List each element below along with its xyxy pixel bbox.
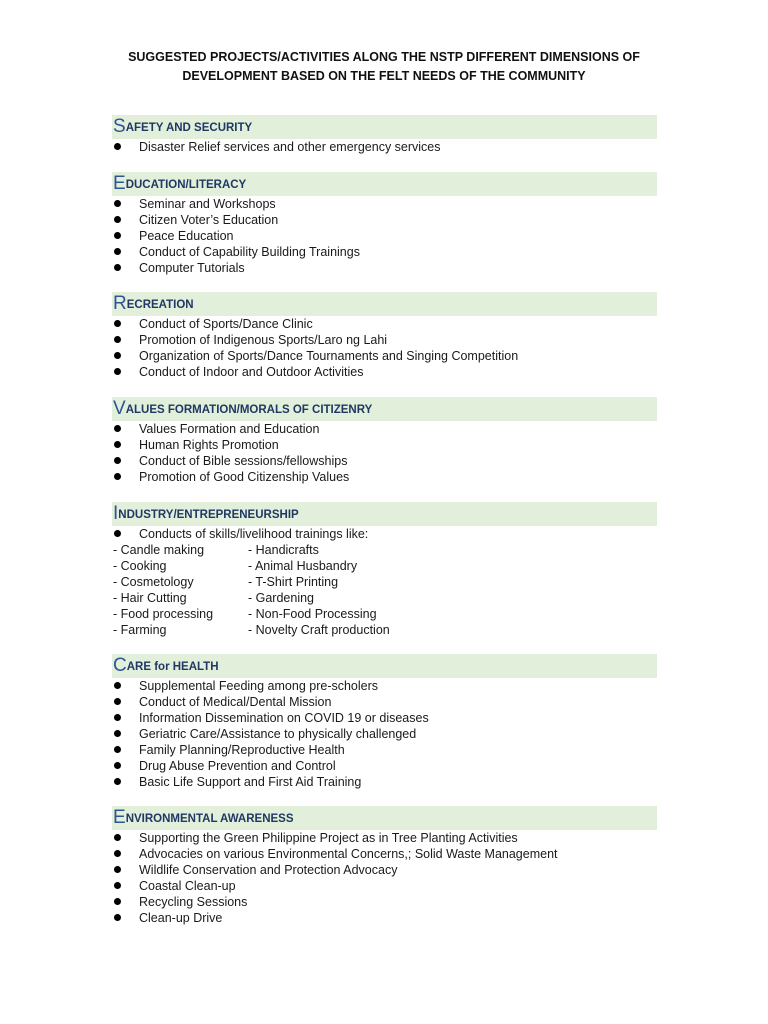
training-item: - Novelty Craft production bbox=[248, 623, 390, 637]
section-heading-text: NVIRONMENTAL AWARENESS bbox=[125, 813, 294, 825]
list-item-text: Promotion of Good Citizenship Values bbox=[139, 470, 350, 484]
list-item bbox=[112, 228, 657, 244]
training-item: - Candle making bbox=[113, 543, 205, 557]
list-item bbox=[112, 726, 657, 742]
training-row bbox=[112, 606, 657, 622]
list-item bbox=[112, 862, 657, 878]
section-4 bbox=[112, 397, 657, 485]
training-item: - Cosmetology bbox=[113, 575, 194, 589]
section-heading bbox=[112, 806, 657, 830]
list-item-text: Organization of Sports/Dance Tournaments and Singing Competition bbox=[139, 349, 519, 363]
list-item-text: Recycling Sessions bbox=[139, 895, 248, 909]
list-item-text: Family Planning/Reproductive Health bbox=[139, 743, 345, 757]
list-item bbox=[112, 758, 657, 774]
section-3 bbox=[112, 292, 657, 380]
list-item bbox=[112, 437, 657, 453]
section-heading-text: AFETY AND SECURITY bbox=[125, 122, 253, 134]
bullet-icon bbox=[114, 232, 121, 239]
section-2 bbox=[112, 172, 657, 276]
bullet-icon bbox=[114, 682, 121, 689]
bullet-icon bbox=[114, 200, 121, 207]
list-item-text: Citizen Voter’s Education bbox=[139, 213, 279, 227]
section-heading-text: NDUSTRY/ENTREPRENEURSHIP bbox=[118, 509, 299, 521]
list-item bbox=[112, 694, 657, 710]
section-heading-initial: C bbox=[113, 655, 127, 676]
title-line-2: DEVELOPMENT BASED ON THE FELT NEEDS OF THE COMMUNITY bbox=[182, 69, 586, 83]
section-heading-initial: R bbox=[113, 293, 127, 314]
training-item: - Cooking bbox=[113, 559, 167, 573]
list-item-text: Values Formation and Education bbox=[139, 422, 320, 436]
list-item-text: Conduct of Medical/Dental Mission bbox=[139, 695, 332, 709]
bullet-icon bbox=[114, 457, 121, 464]
list-item bbox=[112, 244, 657, 260]
list-item bbox=[112, 139, 657, 155]
list-item-text: Supplemental Feeding among pre-scholers bbox=[139, 679, 379, 693]
bullet-icon bbox=[114, 882, 121, 889]
training-row bbox=[112, 574, 657, 590]
section-list bbox=[112, 526, 657, 542]
list-item bbox=[112, 453, 657, 469]
list-item bbox=[112, 260, 657, 276]
list-item bbox=[112, 878, 657, 894]
section-list bbox=[112, 421, 657, 485]
bullet-icon bbox=[114, 914, 121, 921]
list-item-text: Disaster Relief services and other emergency services bbox=[139, 140, 441, 154]
section-heading bbox=[112, 292, 657, 316]
section-6 bbox=[112, 654, 657, 790]
list-item bbox=[112, 710, 657, 726]
list-item-text: Conduct of Capability Building Trainings bbox=[139, 245, 360, 259]
bullet-icon bbox=[114, 834, 121, 841]
bullet-icon bbox=[114, 730, 121, 737]
list-item-text: Computer Tutorials bbox=[139, 261, 245, 275]
section-heading-text: ECREATION bbox=[126, 299, 194, 311]
bullet-icon bbox=[114, 441, 121, 448]
list-item bbox=[112, 678, 657, 694]
bullet-icon bbox=[114, 264, 121, 271]
list-item-text: Wildlife Conservation and Protection Advocacy bbox=[139, 863, 398, 877]
training-row bbox=[112, 622, 657, 638]
section-heading-initial: I bbox=[113, 503, 119, 524]
section-heading-text: DUCATION/LITERACY bbox=[125, 179, 247, 191]
bullet-icon bbox=[114, 368, 121, 375]
bullet-icon bbox=[114, 473, 121, 480]
training-row bbox=[112, 590, 657, 606]
section-list bbox=[112, 316, 657, 380]
bullet-icon bbox=[114, 320, 121, 327]
list-item-text: Human Rights Promotion bbox=[139, 438, 279, 452]
section-list bbox=[112, 196, 657, 276]
list-item bbox=[112, 774, 657, 790]
section-heading-text: ARE for HEALTH bbox=[126, 661, 219, 673]
list-item-text: Basic Life Support and First Aid Training bbox=[139, 775, 362, 789]
list-item-text: Geriatric Care/Assistance to physically challenged bbox=[139, 727, 417, 741]
trainings-list bbox=[112, 542, 657, 638]
section-heading-initial: V bbox=[113, 398, 126, 419]
bullet-icon bbox=[114, 898, 121, 905]
bullet-icon bbox=[114, 850, 121, 857]
list-item-text: Conduct of Bible sessions/fellowships bbox=[139, 454, 348, 468]
list-item bbox=[112, 421, 657, 437]
list-item bbox=[112, 196, 657, 212]
bullet-icon bbox=[114, 216, 121, 223]
bullet-icon bbox=[114, 336, 121, 343]
bullet-icon bbox=[114, 352, 121, 359]
section-heading bbox=[112, 502, 657, 526]
training-row bbox=[112, 542, 657, 558]
list-item-text: Seminar and Workshops bbox=[139, 197, 276, 211]
list-item-text: Advocacies on various Environmental Concerns,; Solid Waste Management bbox=[139, 847, 558, 861]
list-item bbox=[112, 316, 657, 332]
list-item bbox=[112, 212, 657, 228]
bullet-icon bbox=[114, 143, 121, 150]
training-item: - Hair Cutting bbox=[113, 591, 187, 605]
list-item bbox=[112, 910, 657, 926]
training-item: - Farming bbox=[113, 623, 167, 637]
section-heading bbox=[112, 172, 657, 196]
list-item-text: Clean-up Drive bbox=[139, 911, 223, 925]
training-item: - Animal Husbandry bbox=[248, 559, 358, 573]
list-item bbox=[112, 348, 657, 364]
list-item bbox=[112, 894, 657, 910]
section-heading-initial: E bbox=[113, 173, 126, 194]
bullet-icon bbox=[114, 530, 121, 537]
bullet-icon bbox=[114, 248, 121, 255]
training-item: - Non-Food Processing bbox=[248, 607, 377, 621]
list-item bbox=[112, 332, 657, 348]
section-heading-initial: E bbox=[113, 807, 126, 828]
section-7 bbox=[112, 806, 657, 926]
section-list bbox=[112, 830, 657, 926]
training-item: - Gardening bbox=[248, 591, 315, 605]
section-list bbox=[112, 678, 657, 790]
bullet-icon bbox=[114, 778, 121, 785]
section-heading bbox=[112, 115, 657, 139]
list-item bbox=[112, 469, 657, 485]
list-item-text: Peace Education bbox=[139, 229, 234, 243]
training-item: - Food processing bbox=[113, 607, 214, 621]
list-item bbox=[112, 846, 657, 862]
list-item-text: Supporting the Green Philippine Project as in Tree Planting Activities bbox=[139, 831, 518, 845]
section-heading-initial: S bbox=[113, 116, 126, 137]
bullet-icon bbox=[114, 698, 121, 705]
list-item bbox=[112, 830, 657, 846]
section-list bbox=[112, 139, 657, 155]
list-item-text: Conduct of Sports/Dance Clinic bbox=[139, 317, 313, 331]
list-item bbox=[112, 364, 657, 380]
page-title bbox=[80, 48, 688, 86]
list-item-text: Conduct of Indoor and Outdoor Activities bbox=[139, 365, 364, 379]
training-item: - T-Shirt Printing bbox=[248, 575, 339, 589]
title-line-1: SUGGESTED PROJECTS/ACTIVITIES ALONG THE NSTP DIFFERENT DIMENSIONS OF bbox=[128, 50, 640, 64]
bullet-icon bbox=[114, 866, 121, 873]
section-1 bbox=[112, 115, 657, 155]
list-item-text: Promotion of Indigenous Sports/Laro ng Lahi bbox=[139, 333, 388, 347]
list-item-text: Conducts of skills/livelihood trainings like: bbox=[139, 527, 369, 541]
list-item-text: Drug Abuse Prevention and Control bbox=[139, 759, 336, 773]
section-heading bbox=[112, 397, 657, 421]
section-heading-text: ALUES FORMATION/MORALS OF CITIZENRY bbox=[125, 404, 373, 416]
bullet-icon bbox=[114, 762, 121, 769]
training-item: - Handicrafts bbox=[248, 543, 319, 557]
bullet-icon bbox=[114, 425, 121, 432]
section-5 bbox=[112, 502, 657, 638]
list-item-text: Information Dissemination on COVID 19 or diseases bbox=[139, 711, 429, 725]
bullet-icon bbox=[114, 746, 121, 753]
list-item bbox=[112, 742, 657, 758]
bullet-icon bbox=[114, 714, 121, 721]
training-row bbox=[112, 558, 657, 574]
list-item-text: Coastal Clean-up bbox=[139, 879, 236, 893]
list-item bbox=[112, 526, 657, 542]
section-heading bbox=[112, 654, 657, 678]
